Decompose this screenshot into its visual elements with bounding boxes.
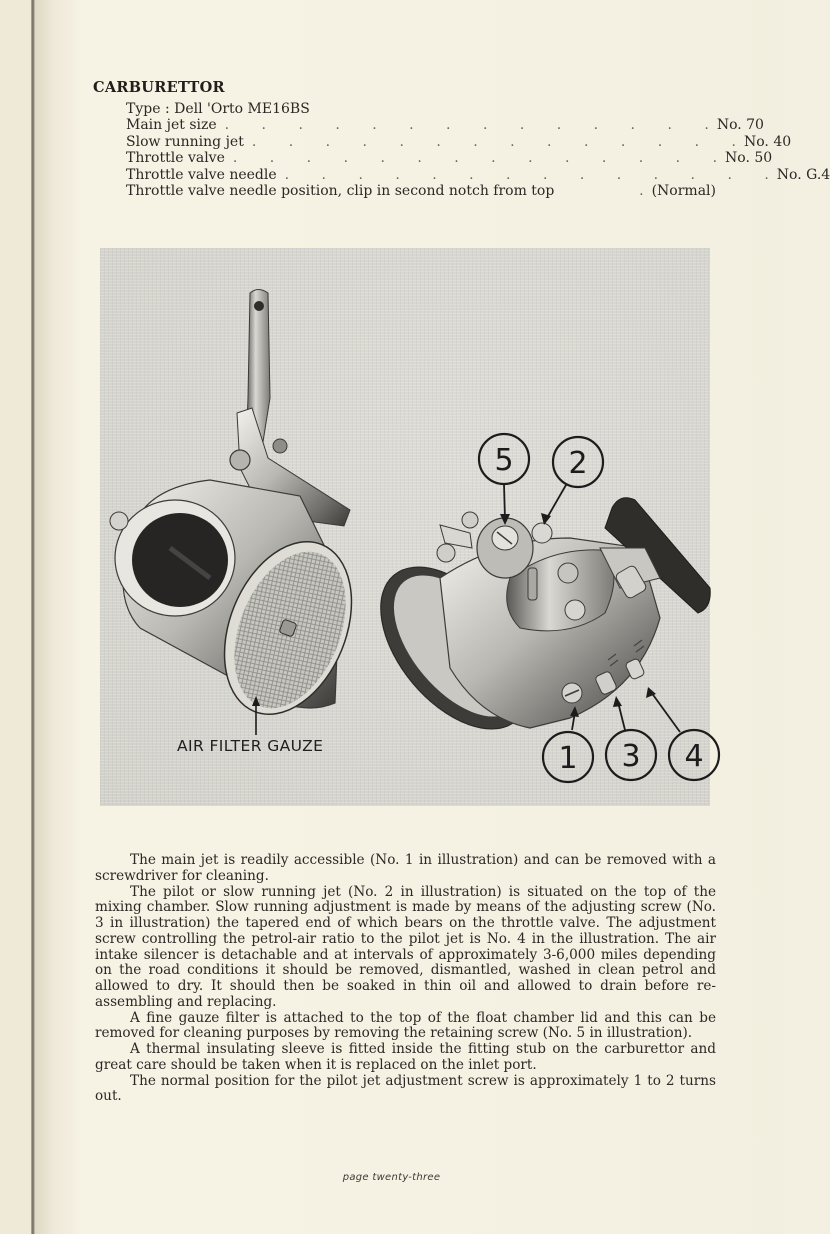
callout-1 bbox=[543, 732, 593, 782]
paragraph: A thermal insulating sleeve is fitted inside the fitting stub on the carburettor and great care should be taken when it is replaced on the inlet port. bbox=[95, 1041, 716, 1073]
paragraph: The main jet is readily accessible (No. 1 in illustration) and can be removed with a screwdriver for cleaning. bbox=[95, 852, 716, 884]
leader-dots: . . . . . . . . . . . . . . bbox=[224, 117, 709, 134]
callout-label: 2 bbox=[568, 446, 588, 481]
spec-value: (Normal) bbox=[651, 182, 716, 199]
page-number: page twenty-three bbox=[342, 1172, 441, 1183]
spec-value: No. 70 bbox=[716, 117, 764, 134]
spec-row bbox=[126, 183, 716, 199]
spec-row bbox=[126, 166, 830, 183]
callout-label: 1 bbox=[558, 741, 578, 776]
spec-value: No. G.4 bbox=[776, 166, 830, 183]
illustration-drawing bbox=[100, 248, 710, 806]
spec-row bbox=[126, 117, 764, 134]
leader-dots: . . . . . . . . . . . . . . bbox=[232, 150, 718, 167]
spec-value: No. 50 bbox=[725, 150, 773, 167]
gutter-shadow bbox=[35, 0, 55, 1234]
callout-3 bbox=[606, 730, 656, 780]
leader-dots: . . . . . . . . . . . . . . bbox=[251, 133, 736, 150]
section-title: CARBURETTOR bbox=[93, 79, 225, 96]
spec-row bbox=[126, 133, 792, 150]
carburettor-illustration bbox=[100, 248, 710, 806]
paragraph: The normal position for the pilot jet adjustment screw is approximately 1 to 2 turns out. bbox=[95, 1072, 716, 1105]
spec-label: Slow running jet bbox=[126, 133, 244, 150]
leader-dots: . bbox=[639, 182, 644, 199]
callout-label: 4 bbox=[684, 739, 704, 774]
spec-label: Throttle valve needle bbox=[126, 166, 277, 183]
spec-label: Throttle valve bbox=[126, 150, 225, 167]
specifications-list bbox=[126, 101, 830, 199]
facing-page-edge bbox=[0, 0, 31, 1234]
type-line: Type : Dell 'Orto ME16BS bbox=[126, 101, 310, 117]
callout-5 bbox=[479, 434, 529, 484]
paragraph: The pilot or slow running jet (No. 2 in illustration) is situated on the top of the mixing chamber. Slow running adjustment is made by means of the adjusting screw (No. 3 in illustration) the tapered end of which bears on the throttle valve. The adjustment screw controlling the petrol-air ratio to the pilot jet is No. 4 in the illustration. The air intake silencer is detachable and at intervals of approximately 3-6,000 miles depending on the road conditions it should be removed, dismantled, washed in clean petrol and allowed to dry. It should then be soaked in thin oil and allowed to drain before re-assembling and replacing. bbox=[95, 883, 716, 1010]
paragraph: A fine gauze filter is attached to the top of the float chamber lid and this can be removed for cleaning purposes by removing the retaining screw (No. 5 in illustration). bbox=[95, 1009, 716, 1042]
spec-label: Main jet size bbox=[126, 117, 217, 134]
spec-value: No. 40 bbox=[744, 133, 792, 150]
carburettor-type bbox=[126, 101, 716, 117]
spec-row bbox=[126, 150, 773, 167]
carburettor-body bbox=[352, 498, 710, 756]
air-filter-silencer bbox=[110, 290, 375, 734]
callout-2 bbox=[553, 437, 603, 487]
air-filter-gauze-label: AIR FILTER GAUZE bbox=[177, 737, 324, 755]
callout-label: 5 bbox=[494, 443, 514, 478]
body-text bbox=[95, 853, 716, 1105]
callout-label: 3 bbox=[621, 739, 641, 774]
leader-dots: . . . . . . . . . . . . . . bbox=[284, 166, 769, 183]
spec-label: Throttle valve needle position, clip in second notch from top bbox=[126, 182, 555, 199]
